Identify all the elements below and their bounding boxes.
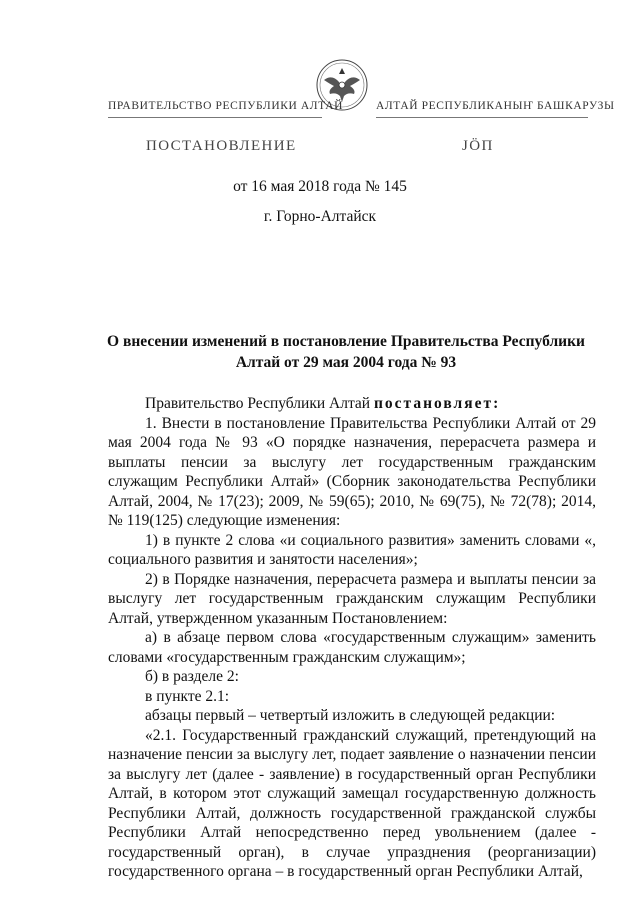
paragraph-5: б) в разделе 2: [145, 668, 239, 685]
intro-paragraph [108, 394, 596, 414]
paragraph-3: 2) в Порядке назначения, перерасчета размера и выплаты пенсии за выслугу лет государственным гражданским служащим Республики Алтай, утвержденном указанным Постановлением: [108, 570, 596, 627]
paragraph-8: «2.1. Государственный гражданский служащий, претендующий на назначение пенсии за выслугу лет, подает заявление о назначении пенсии за выслугу лет (далее - заявление) в государственный орган Республики Алтай, в котором этот служащий замещал государственную должность Республики Алтай, должность государственной гражданской службы Республики Алтай непосредственно перед увольнением (далее - государственный орган), в случае упразднения (реорганизации) государственного органа – в государственный орган Республики Алтай, [108, 726, 596, 880]
paragraph-4: а) в абзаце первом слова «государственным служащим» заменить словами «государственным гражданским служащим»; [108, 629, 596, 666]
document-type-altai: ЈӦП [462, 138, 494, 154]
document-date-number: от 16 мая 2018 года № 145 [233, 178, 407, 195]
government-name-altai: АЛТАЙ РЕСПУБЛИКАНЫҤ БАШКАРУЗЫ [376, 100, 615, 112]
document-city: г. Горно-Алтайск [263, 208, 377, 225]
document-title: О внесении изменений в постановление Правительства Республики Алтай от 29 мая 2004 года № 93 [107, 333, 585, 371]
paragraph-7: абзацы первый – четвертый изложить в следующей редакции: [145, 707, 556, 724]
government-name-russian: ПРАВИТЕЛЬСТВО РЕСПУБЛИКИ АЛТАЙ [108, 100, 344, 112]
intro-verb: постановляет: [373, 395, 501, 412]
paragraph-2: 1) в пункте 2 слова «и социального развития» заменить словами «, социального развития и занятости населения»; [108, 531, 596, 568]
intro-prefix: Правительство Республики Алтай [145, 395, 374, 412]
paragraph-1: 1. Внести в постановление Правительства Республики Алтай от 29 мая 2004 года № 93 «О порядке назначения, перерасчета размера и выплаты пенсии за выслугу лет государственным гражданским служащим Республики Алтай» (Сборник законодательства Республики Алтай, 2004, № 17(23); 2009, № 59(65); 2010, № 69(75), № 72(78); 2014, № 119(125) следующие изменения: [108, 414, 596, 529]
header-rule-right [376, 117, 588, 118]
document-body [108, 394, 596, 882]
header-rule-left [108, 117, 322, 118]
document-type-russian: ПОСТАНОВЛЕНИЕ [146, 138, 297, 154]
paragraph-6: в пункте 2.1: [145, 687, 230, 705]
